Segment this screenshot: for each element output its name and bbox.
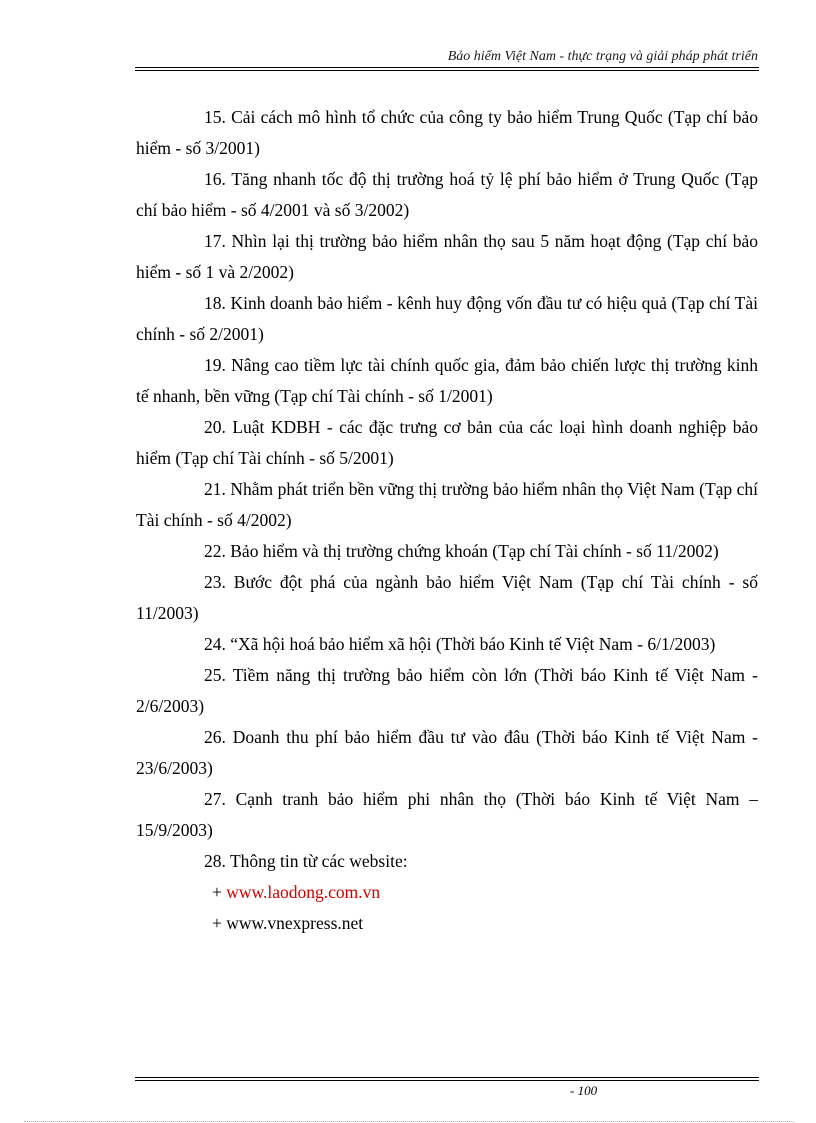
reference-text: Nhằm phát triển bền vững thị trường bảo hiểm nhân thọ Việt Nam (Tạp chí Tài chính - số 4/2002) xyxy=(136,479,759,530)
reference-text: Bảo hiểm và thị trường chứng khoán (Tạp chí Tài chính - số 11/2002) xyxy=(230,541,719,561)
page-edge-divider xyxy=(24,1121,794,1122)
website-link-vnexpress[interactable]: www.vnexpress.net xyxy=(226,913,364,933)
reference-number: 22. xyxy=(204,541,226,561)
reference-list xyxy=(136,102,758,939)
footer-rule-bottom xyxy=(135,1080,759,1081)
reference-text: Bước đột phá của ngành bảo hiểm Việt Nam (Tạp chí Tài chính - số 11/2003) xyxy=(136,572,758,623)
reference-number: 26. xyxy=(204,727,226,747)
reference-entry-20 xyxy=(136,412,758,474)
reference-number: 15. xyxy=(204,107,226,127)
reference-number: 17. xyxy=(204,231,226,251)
reference-number: 16. xyxy=(204,169,226,189)
website-item-vnexpress xyxy=(136,908,758,939)
reference-number: 27. xyxy=(204,789,226,809)
reference-entry-24 xyxy=(136,629,758,660)
reference-text: Cải cách mô hình tổ chức của công ty bảo hiểm Trung Quốc (Tạp chí bảo hiểm - số 3/2001) xyxy=(136,107,759,158)
reference-entry-27 xyxy=(136,784,758,846)
website-item-laodong xyxy=(136,877,758,908)
reference-entry-28 xyxy=(136,846,758,877)
reference-number: 18. xyxy=(204,293,226,313)
reference-number: 28. xyxy=(204,851,226,871)
footer-rule-top xyxy=(135,1077,759,1078)
website-bullet: + xyxy=(212,913,227,933)
reference-text: Nâng cao tiềm lực tài chính quốc gia, đảm bảo chiến lược thị trường kinh tế nhanh, bền vững (Tạp chí Tài chính - số 1/2001) xyxy=(136,355,758,406)
reference-text: Doanh thu phí bảo hiểm đầu tư vào đâu (Thời báo Kinh tế Việt Nam - 23/6/2003) xyxy=(136,727,758,778)
reference-text: Luật KDBH - các đặc trưng cơ bản của các loại hình doanh nghiệp bảo hiểm (Tạp chí Tài chính - số 5/2001) xyxy=(136,417,759,468)
reference-entry-19 xyxy=(136,350,758,412)
page-number: - 100 xyxy=(570,1083,598,1098)
reference-text: Thông tin từ các website: xyxy=(229,851,408,871)
reference-number: 21. xyxy=(204,479,226,499)
website-link-laodong[interactable]: www.laodong.com.vn xyxy=(226,882,381,902)
reference-text: Kinh doanh bảo hiểm - kênh huy động vốn đầu tư có hiệu quả (Tạp chí Tài chính - số 2/2001) xyxy=(136,293,758,344)
reference-entry-23 xyxy=(136,567,758,629)
reference-entry-15 xyxy=(136,102,758,164)
reference-number: 20. xyxy=(204,417,226,437)
reference-entry-21 xyxy=(136,474,758,536)
reference-entry-17 xyxy=(136,226,758,288)
reference-entry-22 xyxy=(136,536,758,567)
reference-text: Tăng nhanh tốc độ thị trường hoá tỷ lệ phí bảo hiểm ở Trung Quốc (Tạp chí bảo hiểm - số 4/2001 và số 3/2002) xyxy=(136,169,758,220)
reference-entry-26 xyxy=(136,722,758,784)
reference-entry-18 xyxy=(136,288,758,350)
reference-text: Cạnh tranh bảo hiểm phi nhân thọ (Thời báo Kinh tế Việt Nam – 15/9/2003) xyxy=(136,789,758,840)
header-rule-bottom xyxy=(135,70,759,71)
reference-number: 24. xyxy=(204,634,226,654)
header-title: Bảo hiểm Việt Nam - thực trạng và giải pháp phát triển xyxy=(447,49,758,64)
reference-text: Nhìn lại thị trường bảo hiểm nhân thọ sau 5 năm hoạt động (Tạp chí bảo hiểm - số 1 và 2/2002) xyxy=(136,231,758,282)
reference-number: 19. xyxy=(204,355,226,375)
reference-entry-25 xyxy=(136,660,758,722)
header-rule-top xyxy=(135,67,759,68)
reference-number: 23. xyxy=(204,572,226,592)
reference-number: 25. xyxy=(204,665,226,685)
reference-text: Tiềm năng thị trường bảo hiểm còn lớn (Thời báo Kinh tế Việt Nam - 2/6/2003) xyxy=(136,665,758,716)
reference-text: “Xã hội hoá bảo hiểm xã hội (Thời báo Kinh tế Việt Nam - 6/1/2003) xyxy=(230,634,716,654)
reference-entry-16 xyxy=(136,164,758,226)
website-bullet: + xyxy=(212,882,227,902)
